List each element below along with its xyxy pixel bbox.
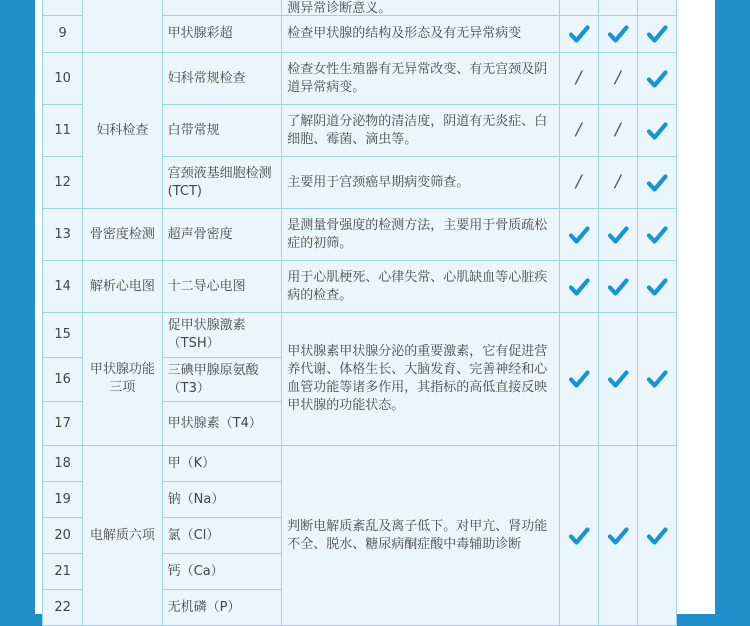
check-icon <box>568 224 590 246</box>
check-icon <box>646 525 668 547</box>
item-description: 了解阴道分泌物的清洁度，阴道有无炎症、白细胞、霉菌、滴虫等。 <box>282 105 559 157</box>
mark-cell <box>559 105 598 157</box>
table-row <box>43 0 677 16</box>
row-number: 12 <box>43 157 83 209</box>
category-cell: 解析心电图 <box>83 261 162 313</box>
mark-cell <box>559 446 598 626</box>
check-icon <box>646 368 668 390</box>
item-description: 用于心肌梗死、心律失常、心肌缺血等心脏疾病的检查。 <box>282 261 559 313</box>
mark-cell <box>637 446 676 626</box>
item-name: 钙（Ca） <box>162 554 282 590</box>
slash-icon: / <box>614 119 621 140</box>
mark-cell <box>559 16 598 53</box>
item-name: 妇科常规检查 <box>162 53 282 105</box>
slash-icon: / <box>575 119 582 140</box>
mark-cell <box>598 157 637 209</box>
mark-cell <box>637 313 676 446</box>
item-description: 主要用于宫颈癌早期病变筛查。 <box>282 157 559 209</box>
check-icon <box>646 276 668 298</box>
item-name: 甲（K） <box>162 446 282 482</box>
check-icon <box>607 525 629 547</box>
category-cell: 甲状腺功能三项 <box>83 313 162 446</box>
item-name: 超声骨密度 <box>162 209 282 261</box>
check-icon <box>607 224 629 246</box>
row-number: 17 <box>43 402 83 446</box>
item-name: 甲状腺彩超 <box>162 16 282 53</box>
mark-cell <box>637 16 676 53</box>
item-description: 是测量骨强度的检测方法，主要用于骨质疏松症的初筛。 <box>282 209 559 261</box>
mark-cell <box>598 446 637 626</box>
mark-cell <box>598 261 637 313</box>
check-icon <box>646 68 668 90</box>
category-cell: 妇科检查 <box>83 53 162 209</box>
check-icon <box>607 276 629 298</box>
mark-cell <box>598 105 637 157</box>
check-icon <box>607 368 629 390</box>
row-number: 11 <box>43 105 83 157</box>
mark-cell <box>637 261 676 313</box>
check-icon <box>568 525 590 547</box>
row-number: 18 <box>43 446 83 482</box>
item-cell <box>162 0 282 16</box>
row-number: 16 <box>43 358 83 402</box>
row-number: 10 <box>43 53 83 105</box>
mark-cell <box>637 105 676 157</box>
slash-icon: / <box>614 67 621 88</box>
mark-cell <box>598 0 637 16</box>
item-description: 检查甲状腺的结构及形态及有无异常病变 <box>282 16 559 53</box>
mark-cell <box>559 0 598 16</box>
item-name: 钠（Na） <box>162 482 282 518</box>
row-number <box>43 0 83 16</box>
slash-icon: / <box>575 171 582 192</box>
check-icon <box>646 23 668 45</box>
check-icon <box>646 224 668 246</box>
row-number: 13 <box>43 209 83 261</box>
check-icon <box>607 23 629 45</box>
description-text: 测异常诊断意义。 <box>287 1 392 16</box>
mark-cell <box>559 261 598 313</box>
row-number: 14 <box>43 261 83 313</box>
row-number: 21 <box>43 554 83 590</box>
category-cell: 骨密度检测 <box>83 209 162 261</box>
check-icon <box>568 368 590 390</box>
row-number: 22 <box>43 590 83 626</box>
mark-cell <box>637 157 676 209</box>
table-row <box>43 53 677 105</box>
table-row <box>43 209 677 261</box>
mark-cell <box>637 53 676 105</box>
row-number: 20 <box>43 518 83 554</box>
mark-cell <box>598 209 637 261</box>
slash-icon: / <box>614 171 621 192</box>
mark-cell <box>559 53 598 105</box>
row-number: 9 <box>43 16 83 53</box>
check-icon <box>568 276 590 298</box>
category-cell <box>83 0 162 53</box>
mark-cell <box>559 313 598 446</box>
item-name: 十二导心电图 <box>162 261 282 313</box>
item-name: 无机磷（P） <box>162 590 282 626</box>
item-name: 宫颈液基细胞检测(TCT) <box>162 157 282 209</box>
mark-cell <box>598 313 637 446</box>
category-cell: 电解质六项 <box>83 446 162 626</box>
mark-cell <box>559 209 598 261</box>
mark-cell <box>559 157 598 209</box>
item-description: 检查女性生殖器有无异常改变、有无宫颈及阴道异常病变。 <box>282 53 559 105</box>
item-description: 判断电解质紊乱及离子低下。对甲亢、肾功能不全、脱水、糖尿病酮症酸中毒辅助诊断 <box>282 446 559 626</box>
table-row <box>43 313 677 358</box>
item-name: 甲状腺素（T4） <box>162 402 282 446</box>
description-cell <box>282 0 559 16</box>
item-name: 氯（Cl） <box>162 518 282 554</box>
table-row <box>43 261 677 313</box>
checkup-table <box>42 0 677 626</box>
mark-cell <box>598 16 637 53</box>
check-icon <box>646 172 668 194</box>
item-name: 促甲状腺激素（TSH） <box>162 313 282 358</box>
check-icon <box>568 23 590 45</box>
item-description: 甲状腺素甲状腺分泌的重要激素，它有促进营养代谢、体格生长、大脑发育、完善神经和心血管功能等诸多作用，其指标的高低直接反映甲状腺的功能状态。 <box>282 313 559 446</box>
item-name: 三碘甲腺原氨酸（T3） <box>162 358 282 402</box>
check-icon <box>646 120 668 142</box>
item-name: 白带常规 <box>162 105 282 157</box>
mark-cell <box>598 53 637 105</box>
slash-icon: / <box>575 67 582 88</box>
row-number: 19 <box>43 482 83 518</box>
table-row <box>43 446 677 482</box>
mark-cell <box>637 0 676 16</box>
mark-cell <box>637 209 676 261</box>
row-number: 15 <box>43 313 83 358</box>
